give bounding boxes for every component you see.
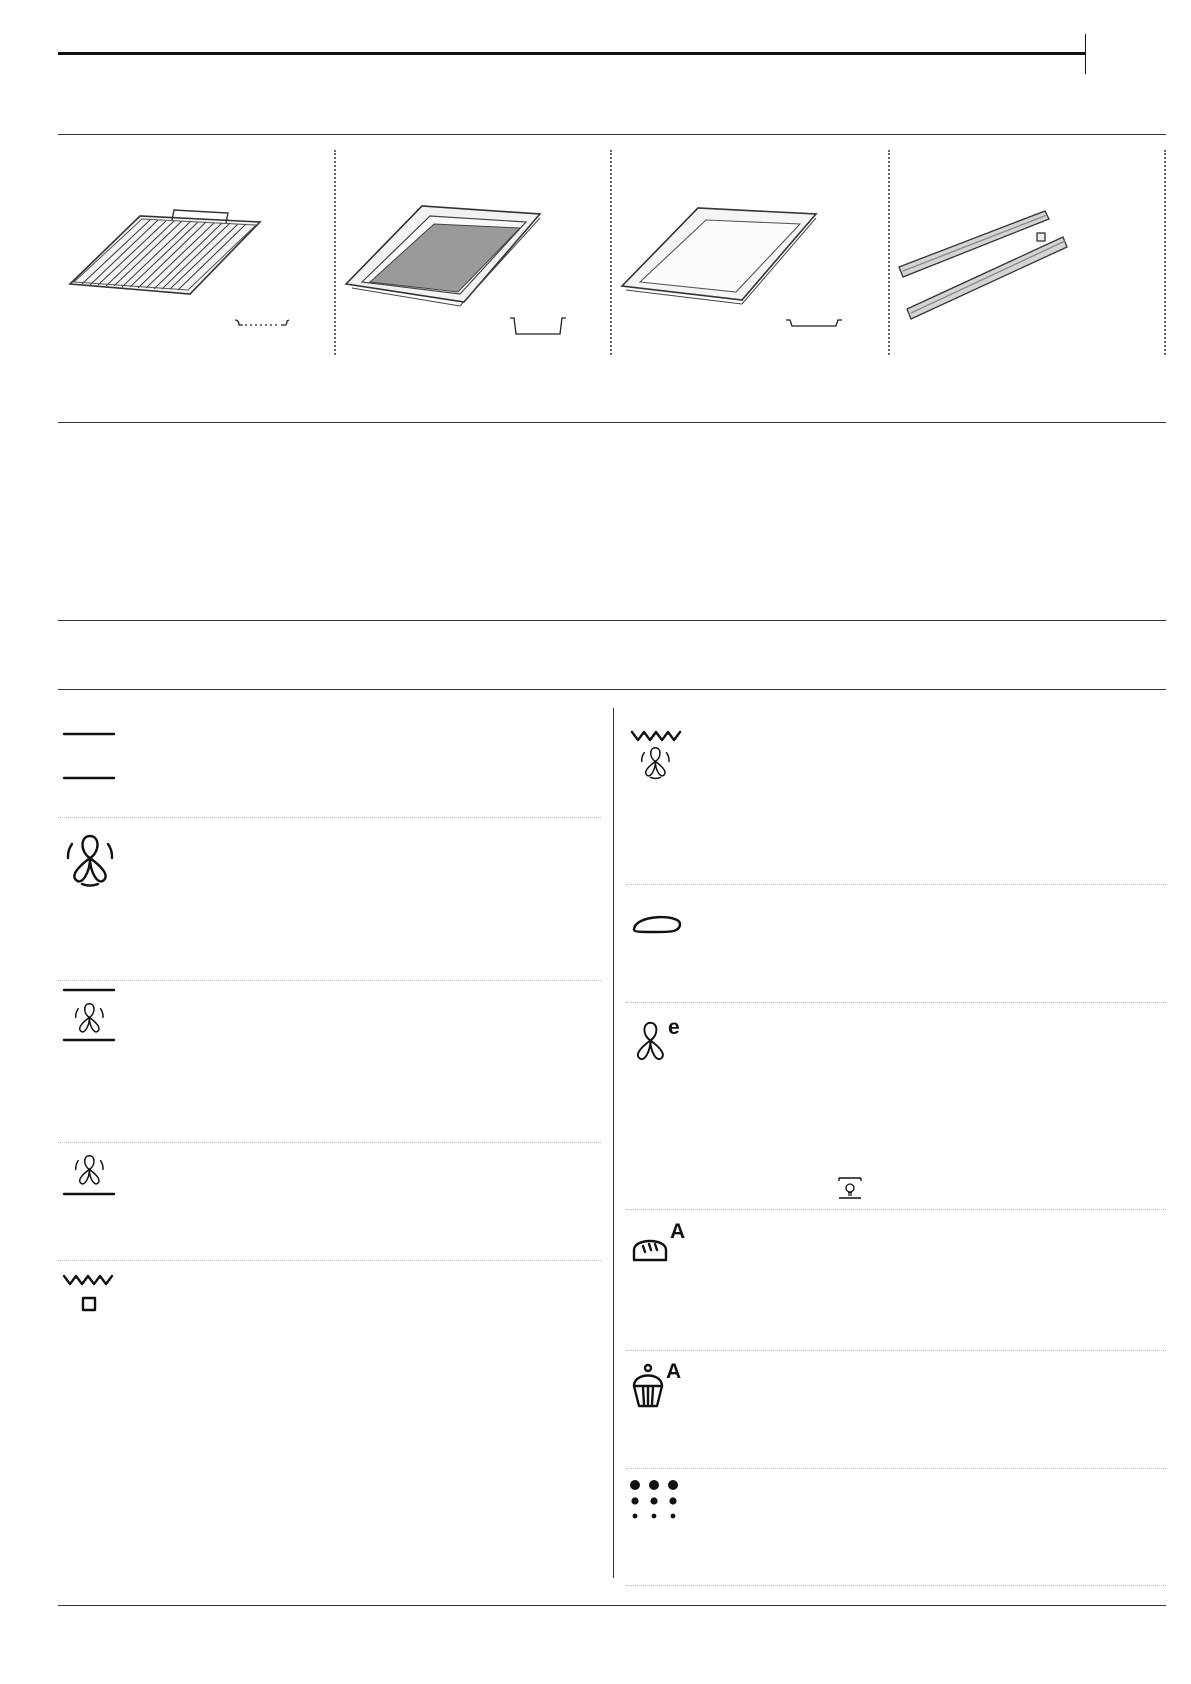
telescopic-rails-icon: [895, 205, 1075, 325]
row-separator: [58, 817, 601, 818]
row-separator: [626, 1350, 1166, 1351]
column-separator: [610, 150, 612, 355]
deep-pan-profile-icon: [508, 316, 570, 338]
section-divider: [58, 1605, 1166, 1606]
grill-fan-icon: [630, 728, 686, 784]
row-separator: [626, 1468, 1166, 1469]
bread-auto-superscript: A: [670, 1220, 686, 1243]
column-separator: [888, 150, 890, 355]
section-divider: [58, 422, 1166, 423]
bread-auto-icon: [630, 1216, 690, 1266]
column-separator: [1164, 150, 1166, 355]
baking-tray-icon: [616, 200, 856, 305]
dots-program-icon: [630, 1480, 680, 1522]
fan-top-bottom-heat-icon: [62, 988, 118, 1044]
fan-bottom-heat-icon: [62, 1150, 118, 1200]
header-rule: [58, 52, 1086, 55]
mode-column-divider: [613, 708, 614, 1578]
row-separator: [626, 1585, 1166, 1586]
section-divider: [58, 134, 1166, 135]
bottom-heat-icon: [630, 908, 686, 936]
column-separator: [334, 150, 336, 355]
header-tick: [1085, 34, 1086, 74]
row-separator: [626, 884, 1166, 885]
row-separator: [626, 1002, 1166, 1003]
eco-superscript: e: [668, 1016, 680, 1039]
eco-fan-icon: [630, 1010, 690, 1066]
wire-rack-profile-icon: [233, 318, 293, 332]
flat-tray-profile-icon: [784, 318, 846, 332]
oven-lamp-icon: [838, 1176, 862, 1200]
row-separator: [626, 1209, 1166, 1210]
cake-auto-icon: [630, 1356, 690, 1410]
section-divider: [58, 620, 1166, 621]
wire-rack-icon: [60, 200, 300, 300]
universal-pan-icon: [340, 198, 580, 308]
grill-small-area-icon: [62, 1272, 118, 1316]
row-separator: [58, 980, 601, 981]
top-bottom-heat-icon: [62, 730, 116, 782]
section-divider: [58, 689, 1166, 690]
cake-auto-superscript: A: [666, 1360, 682, 1383]
row-separator: [58, 1260, 601, 1261]
hot-air-fan-icon: [62, 830, 118, 886]
row-separator: [58, 1142, 601, 1143]
